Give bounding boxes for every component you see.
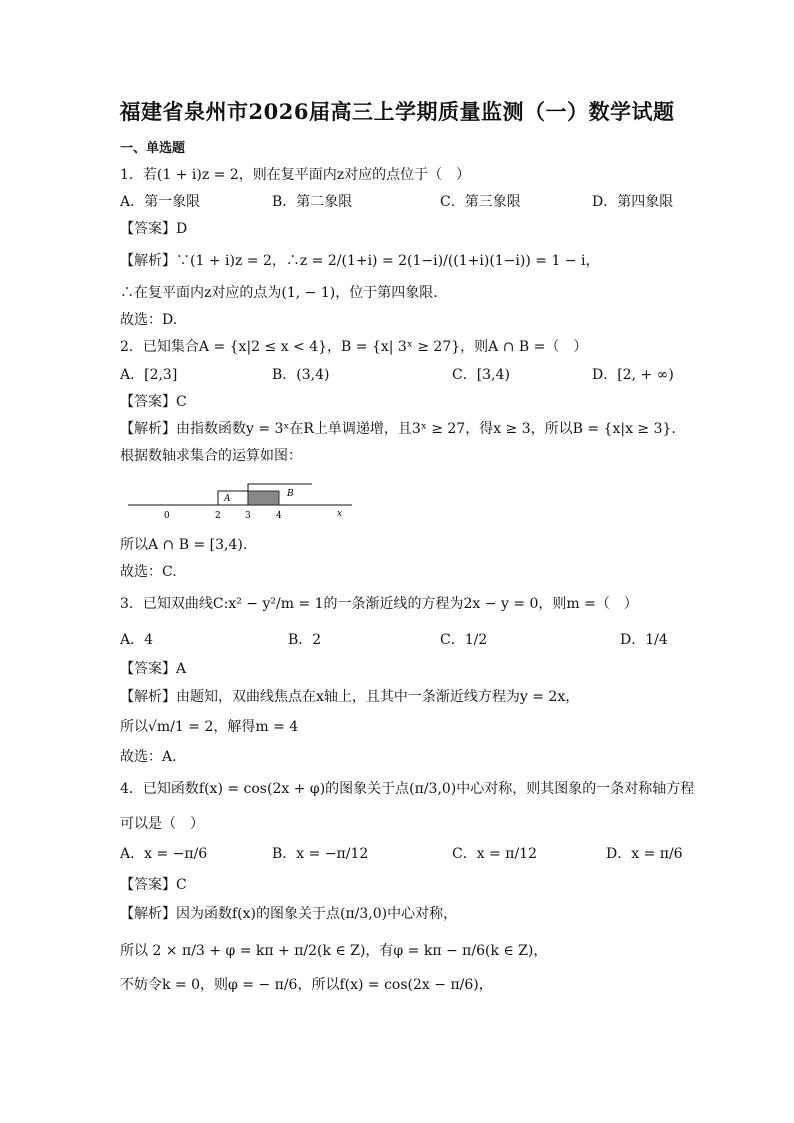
q4-option-c: C．x = π/12 <box>452 846 537 862</box>
q3-option-c: C．1/2 <box>440 632 488 648</box>
tick-label-3: 3 <box>245 511 251 521</box>
q1-answer: 【答案】D <box>120 221 188 237</box>
q4-analysis-3: 不妨令k = 0，则φ = − π/6，所以f(x) = cos(2x − π/6)， <box>120 977 493 993</box>
tick-label-0: 0 <box>164 511 170 521</box>
q2-option-c: C．[3,4) <box>452 367 510 383</box>
q1-analysis-2: ∴在复平面内z对应的点为(1, − 1)，位于第四象限. <box>120 285 438 301</box>
q1-option-c: C．第三象限 <box>440 194 521 210</box>
q4-answer: 【答案】C <box>120 877 187 893</box>
set-a-label: A <box>224 494 231 504</box>
axis-var-label: x <box>337 509 343 519</box>
q3-option-b: B．2 <box>288 632 322 648</box>
q4-analysis-2: 所以 2 × π/3 + φ = kπ + π/2(k ∈ Z)，有φ = kπ − π/6(k ∈ Z)， <box>120 943 548 959</box>
set-a-bracket <box>218 491 248 505</box>
q4-option-a: A．x = −π/6 <box>120 846 208 862</box>
q1-analysis-3: 故选：D. <box>120 312 178 328</box>
q3-analysis-2: 所以√m/1 = 2，解得m = 4 <box>120 719 299 735</box>
q1-option-d: D．第四象限 <box>592 194 674 210</box>
q1-stem: 1．若(1 + i)z = 2，则在复平面内z对应的点位于（ ） <box>120 167 471 183</box>
q2-analysis-2: 根据数轴求集合的运算如图： <box>120 448 302 464</box>
q2-after-1: 所以A ∩ B = [3,4). <box>120 537 248 553</box>
q4-stem-1: 4．已知函数f(x) = cos(2x + φ)的图象关于点(π/3,0)中心对称，则其图象的一条对称轴方程 <box>120 781 695 797</box>
q3-answer: 【答案】A <box>120 661 187 677</box>
q4-option-b: B．x = −π/12 <box>272 846 369 862</box>
q3-option-a: A．4 <box>120 632 154 648</box>
number-line-figure <box>124 478 364 526</box>
q2-option-b: B．(3,4) <box>272 367 330 383</box>
q2-option-d: D．[2, + ∞) <box>592 367 674 383</box>
q1-analysis-1: 【解析】∵(1 + i)z = 2，∴z = 2/(1+i) = 2(1−i)/((1+i)(1−i)) = 1 − i， <box>120 253 600 269</box>
q4-option-d: D．x = π/6 <box>606 846 683 862</box>
q1-option-b: B．第二象限 <box>272 194 353 210</box>
q2-answer: 【答案】C <box>120 394 187 410</box>
q2-option-a: A．[2,3] <box>120 367 178 383</box>
q4-stem-2: 可以是（ ） <box>120 816 204 832</box>
tick-label-2: 2 <box>215 511 221 521</box>
tick-label-4: 4 <box>276 511 282 521</box>
q3-option-d: D．1/4 <box>620 632 668 648</box>
q2-analysis-1: 【解析】由指数函数y = 3ˣ在R上单调递增，且3ˣ ≥ 27，得x ≥ 3，所以B = {x|x ≥ 3}. <box>120 421 676 437</box>
q2-after-2: 故选：C. <box>120 564 177 580</box>
q3-analysis-1: 【解析】由题知，双曲线焦点在x轴上，且其中一条渐近线方程为y = 2x， <box>120 689 580 705</box>
set-b-label: B <box>287 489 294 499</box>
q1-option-a: A．第一象限 <box>120 194 201 210</box>
q4-analysis-1: 【解析】因为函数f(x)的图象关于点(π/3,0)中心对称， <box>120 906 458 922</box>
section-heading: 一、单选题 <box>120 141 186 156</box>
page-title: 福建省泉州市2026届高三上学期质量监测（一）数学试题 <box>119 99 675 124</box>
intersection-shade <box>248 491 279 505</box>
q2-stem: 2．已知集合A = {x|2 ≤ x < 4}，B = {x| 3ˣ ≥ 27}，则A ∩ B =（ ） <box>120 339 588 355</box>
q3-stem: 3．已知双曲线C:x² − y²/m = 1的一条渐近线的方程为2x − y = 0，则m =（ ） <box>120 596 638 612</box>
q3-analysis-3: 故选：A. <box>120 749 177 765</box>
